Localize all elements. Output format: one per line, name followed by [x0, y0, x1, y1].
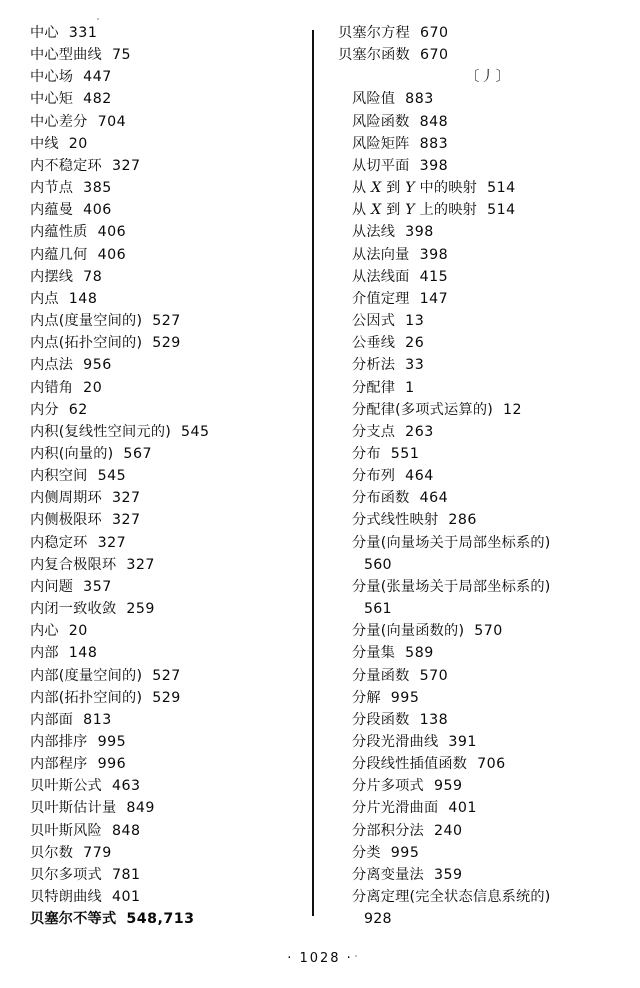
- entry-term: 内蕴曼: [30, 202, 74, 219]
- entry-term: 公因式: [352, 313, 396, 330]
- index-entry: [338, 665, 608, 687]
- entry-page: 529: [152, 335, 181, 352]
- entry-page: 883: [419, 135, 449, 152]
- index-entry: [338, 487, 608, 509]
- index-entry: [338, 266, 608, 288]
- entry-term: 风险矩阵: [352, 135, 410, 152]
- entry-page: 263: [405, 423, 434, 440]
- index-entry: [338, 820, 608, 842]
- index-entry: [30, 642, 302, 664]
- index-entry: [338, 731, 608, 753]
- entry-term: 分类: [352, 844, 381, 861]
- entry-term: 分布函数: [352, 490, 410, 507]
- index-entry: [338, 687, 608, 709]
- scan-speck: [97, 18, 99, 20]
- index-entry: [30, 22, 302, 44]
- entry-term: 分段光滑曲线: [352, 734, 439, 750]
- entry-term: 分配律: [352, 379, 396, 396]
- left-column: [16, 22, 306, 930]
- entry-page: 514: [487, 202, 516, 219]
- index-entry: [338, 465, 608, 487]
- index-entry: [30, 820, 302, 842]
- entry-page: 567: [123, 445, 153, 462]
- entry-term: 内心: [30, 623, 59, 640]
- entry-page: 327: [111, 157, 141, 174]
- index-entry: [30, 487, 302, 509]
- entry-term: 分解: [352, 689, 381, 706]
- entry-term: 内复合极限环: [30, 556, 117, 573]
- index-entry: [30, 244, 302, 266]
- index-entry: [338, 532, 608, 554]
- index-entry: [30, 288, 302, 310]
- entry-term: 从切平面: [352, 157, 410, 174]
- entry-term: 分配律(多项式运算的): [352, 401, 493, 418]
- entry-page: 398: [405, 224, 434, 241]
- entry-page: 996: [97, 756, 127, 773]
- index-entry: [30, 842, 302, 864]
- index-entry: [30, 177, 302, 199]
- entry-page: 406: [97, 224, 127, 241]
- entry-page: 327: [111, 490, 141, 507]
- index-entry: [338, 421, 608, 443]
- entry-term: 内摆线: [30, 268, 74, 285]
- entry-term: 风险函数: [352, 113, 410, 130]
- entry-page: 398: [419, 246, 449, 263]
- entry-page: 959: [433, 778, 463, 795]
- index-entry: [338, 642, 608, 664]
- entry-term: 分部积分法: [352, 822, 424, 839]
- entry-term: 分析法: [352, 357, 396, 374]
- entry-term: 内蕴性质: [30, 224, 88, 241]
- index-entry: [30, 133, 302, 155]
- entry-page: 589: [405, 645, 434, 662]
- entry-page: 138: [419, 711, 449, 728]
- entry-term: 中心矩: [30, 91, 74, 108]
- entry-term: 内点(拓扑空间的): [30, 335, 143, 352]
- entry-page: 401: [448, 800, 477, 817]
- entry-page: 482: [83, 91, 112, 108]
- entry-page: 240: [433, 822, 463, 839]
- entry-page: 359: [433, 866, 463, 883]
- index-entry: [338, 842, 608, 864]
- index-entry: [338, 864, 608, 886]
- entry-page: 928: [364, 911, 392, 928]
- entry-term: 内点法: [30, 357, 74, 374]
- index-entry: [30, 155, 302, 177]
- index-entry-continuation: [338, 554, 608, 576]
- entry-page: 529: [152, 689, 181, 706]
- index-entry: [30, 66, 302, 88]
- index-entry: [30, 377, 302, 399]
- entry-term: 分量(张量场关于局部坐标系的): [352, 578, 551, 595]
- index-entry-continuation: [338, 598, 608, 620]
- page-footer: · 1028 ·: [287, 951, 353, 966]
- column-divider: [312, 30, 314, 916]
- index-entry: [30, 399, 302, 421]
- entry-term: 内部排序: [30, 734, 88, 750]
- index-entry: [338, 244, 608, 266]
- entry-term: 分量(向量场关于局部坐标系的): [352, 534, 551, 551]
- index-entry: [30, 354, 302, 376]
- entry-term: 中心差分: [30, 113, 88, 130]
- index-entry: [338, 377, 608, 399]
- entry-term: 风险值: [352, 91, 396, 108]
- entry-term: 内部程序: [30, 756, 88, 773]
- index-entry: [338, 886, 608, 908]
- entry-page: 781: [111, 866, 141, 883]
- entry-page: 883: [405, 91, 434, 108]
- index-entry: [30, 332, 302, 354]
- scan-speck: [355, 955, 357, 957]
- index-entry: [30, 908, 302, 930]
- entry-page: 995: [390, 689, 420, 706]
- entry-term: 内积空间: [30, 468, 88, 485]
- entry-term: 分片光滑曲面: [352, 800, 439, 817]
- entry-page: 849: [126, 800, 155, 817]
- index-entry: [30, 44, 302, 66]
- index-entry: [338, 709, 608, 731]
- entry-page: 527: [152, 667, 181, 684]
- entry-term: 介值定理: [352, 290, 410, 307]
- entry-page: 956: [83, 357, 112, 374]
- index-entry: [30, 775, 302, 797]
- entry-page: 464: [405, 468, 434, 485]
- entry-term: 贝塞尔函数: [338, 47, 410, 64]
- index-entry: [30, 266, 302, 288]
- index-entry: [338, 310, 608, 332]
- entry-term: 从法线面: [352, 268, 410, 285]
- entry-page: 148: [68, 645, 98, 662]
- entry-page: 147: [419, 290, 449, 307]
- entry-term: 分段线性插值函数: [352, 756, 468, 773]
- entry-term: 从法向量: [352, 246, 410, 263]
- entry-page: 62: [68, 401, 88, 418]
- entry-page: 20: [68, 623, 88, 640]
- entry-page: 548,713: [126, 911, 195, 928]
- entry-term: 分片多项式: [352, 778, 424, 795]
- entry-term: 内问题: [30, 578, 74, 595]
- index-entry: [30, 465, 302, 487]
- entry-page: 463: [111, 778, 141, 795]
- entry-term: 内积(复线性空间元的): [30, 423, 171, 440]
- entry-term: 从 X 到 Y 中的映射: [352, 180, 478, 197]
- entry-page: 259: [126, 601, 155, 618]
- entry-term: 内稳定环: [30, 534, 88, 551]
- entry-page: 706: [477, 756, 506, 773]
- entry-page: 13: [405, 313, 425, 330]
- entry-page: 415: [419, 268, 449, 285]
- index-entry: [30, 620, 302, 642]
- entry-page: 75: [111, 47, 132, 64]
- entry-term: 内分: [30, 401, 59, 418]
- index-entry: [338, 753, 608, 775]
- entry-page: 357: [83, 578, 112, 595]
- entry-page: 670: [419, 47, 449, 64]
- index-entry: [30, 88, 302, 110]
- index-entry: [338, 221, 608, 243]
- entry-term: 内侧极限环: [30, 512, 102, 529]
- entry-term: 内闭一致收敛: [30, 601, 117, 618]
- entry-page: 398: [419, 157, 449, 174]
- index-entry: [338, 288, 608, 310]
- entry-page: 331: [68, 25, 98, 41]
- entry-term: 贝尔多项式: [30, 866, 102, 883]
- entry-term: 内错角: [30, 379, 74, 396]
- index-entry: [30, 665, 302, 687]
- index-entry: [30, 443, 302, 465]
- entry-term: 贝叶斯估计量: [30, 800, 117, 817]
- entry-term: 从 X 到 Y 上的映射: [352, 202, 478, 219]
- entry-page: 545: [180, 423, 210, 440]
- index-entry: [30, 886, 302, 908]
- entry-term: 中心: [30, 25, 59, 41]
- entry-page: 848: [419, 113, 449, 130]
- entry-page: 545: [97, 468, 127, 485]
- entry-page: 20: [68, 135, 88, 152]
- entry-page: 447: [83, 69, 112, 86]
- entry-term: 分布: [352, 445, 381, 462]
- index-entry: [30, 509, 302, 531]
- entry-page: 1: [405, 379, 415, 396]
- entry-page: 848: [111, 822, 141, 839]
- entry-page: 33: [405, 357, 425, 374]
- right-column: [320, 22, 610, 930]
- entry-page: 551: [390, 445, 420, 462]
- entry-page: 391: [448, 734, 477, 750]
- index-entry: [338, 88, 608, 110]
- entry-term: 内点(度量空间的): [30, 313, 143, 330]
- index-entry: [30, 199, 302, 221]
- index-entry: [30, 753, 302, 775]
- entry-term: 内部(度量空间的): [30, 667, 143, 684]
- entry-page: 570: [474, 623, 503, 640]
- index-entry: [30, 111, 302, 133]
- entry-term: 贝特朗曲线: [30, 889, 102, 906]
- entry-term: 分式线性映射: [352, 512, 439, 529]
- index-entry: [338, 332, 608, 354]
- index-entry: [30, 864, 302, 886]
- index-entry: [338, 199, 608, 221]
- entry-term: 内侧周期环: [30, 490, 102, 507]
- entry-term: 分段函数: [352, 711, 410, 728]
- entry-term: 内积(向量的): [30, 445, 114, 462]
- entry-page: 570: [419, 667, 449, 684]
- entry-term: 分量函数: [352, 667, 410, 684]
- entry-term: 分布列: [352, 468, 396, 485]
- entry-term: 内部(拓扑空间的): [30, 689, 143, 706]
- entry-term: 贝尔数: [30, 844, 74, 861]
- index-entry: [30, 598, 302, 620]
- entry-term: 内不稳定环: [30, 157, 102, 174]
- index-entry: [30, 709, 302, 731]
- entry-page: 813: [83, 711, 112, 728]
- entry-page: 401: [111, 889, 141, 906]
- index-entry: [338, 576, 608, 598]
- index-entry: [338, 22, 608, 44]
- entry-term: 内节点: [30, 180, 74, 197]
- index-entry: [338, 177, 608, 199]
- section-heading: 〔丿〕: [465, 69, 511, 86]
- entry-term: 分量(向量函数的): [352, 623, 465, 640]
- entry-page: 26: [405, 335, 425, 352]
- entry-term: 公垂线: [352, 335, 396, 352]
- index-entry: [30, 532, 302, 554]
- index-entry: [30, 731, 302, 753]
- entry-page: 670: [419, 25, 449, 41]
- entry-term: 内部面: [30, 711, 74, 728]
- entry-page: 78: [83, 268, 103, 285]
- entry-term: 中心场: [30, 69, 74, 86]
- entry-page: 995: [390, 844, 420, 861]
- entry-term: 贝塞尔方程: [338, 25, 410, 41]
- index-entry: [30, 687, 302, 709]
- index-entry: [338, 443, 608, 465]
- entry-page: 12: [502, 401, 523, 418]
- entry-term: 贝塞尔不等式: [30, 911, 117, 928]
- entry-page: 464: [419, 490, 449, 507]
- entry-page: 327: [111, 512, 141, 529]
- entry-page: 779: [83, 844, 112, 861]
- index-entry: [338, 155, 608, 177]
- entry-term: 内部: [30, 645, 59, 662]
- entry-term: 中心型曲线: [30, 47, 102, 64]
- index-entry: [338, 133, 608, 155]
- entry-page: 527: [152, 313, 181, 330]
- index-columns: [16, 22, 624, 934]
- entry-term: 内蕴几何: [30, 246, 88, 263]
- entry-page: 327: [126, 556, 155, 573]
- index-entry: [338, 775, 608, 797]
- index-entry: [30, 310, 302, 332]
- entry-page: 148: [68, 290, 98, 307]
- index-entry: [338, 44, 608, 66]
- entry-page: 704: [97, 113, 127, 130]
- index-entry: [338, 797, 608, 819]
- index-entry: [30, 576, 302, 598]
- index-entry: [338, 509, 608, 531]
- index-entry: [338, 620, 608, 642]
- entry-term: 内点: [30, 290, 59, 307]
- index-entry: [30, 221, 302, 243]
- entry-term: 分离定理(完全状态信息系统的): [352, 889, 551, 906]
- entry-page: 20: [83, 379, 103, 396]
- index-entry: [338, 399, 608, 421]
- index-entry: [30, 797, 302, 819]
- entry-page: 560: [364, 556, 392, 573]
- entry-page: 385: [83, 180, 112, 197]
- entry-term: 分量集: [352, 645, 396, 662]
- index-entry-continuation: [338, 908, 608, 930]
- entry-page: 995: [97, 734, 127, 750]
- entry-term: 分离变量法: [352, 866, 424, 883]
- index-entry: [338, 354, 608, 376]
- entry-page: 514: [487, 180, 516, 197]
- entry-term: 从法线: [352, 224, 396, 241]
- entry-term: 中线: [30, 135, 59, 152]
- index-entry: [338, 111, 608, 133]
- entry-page: 561: [364, 601, 392, 618]
- entry-page: 406: [83, 202, 112, 219]
- index-entry: [30, 421, 302, 443]
- entry-term: 贝叶斯公式: [30, 778, 102, 795]
- entry-page: 286: [448, 512, 477, 529]
- entry-term: 贝叶斯风险: [30, 822, 102, 839]
- entry-term: 分支点: [352, 423, 396, 440]
- index-entry: [30, 554, 302, 576]
- entry-page: 327: [97, 534, 127, 551]
- entry-page: 406: [97, 246, 127, 263]
